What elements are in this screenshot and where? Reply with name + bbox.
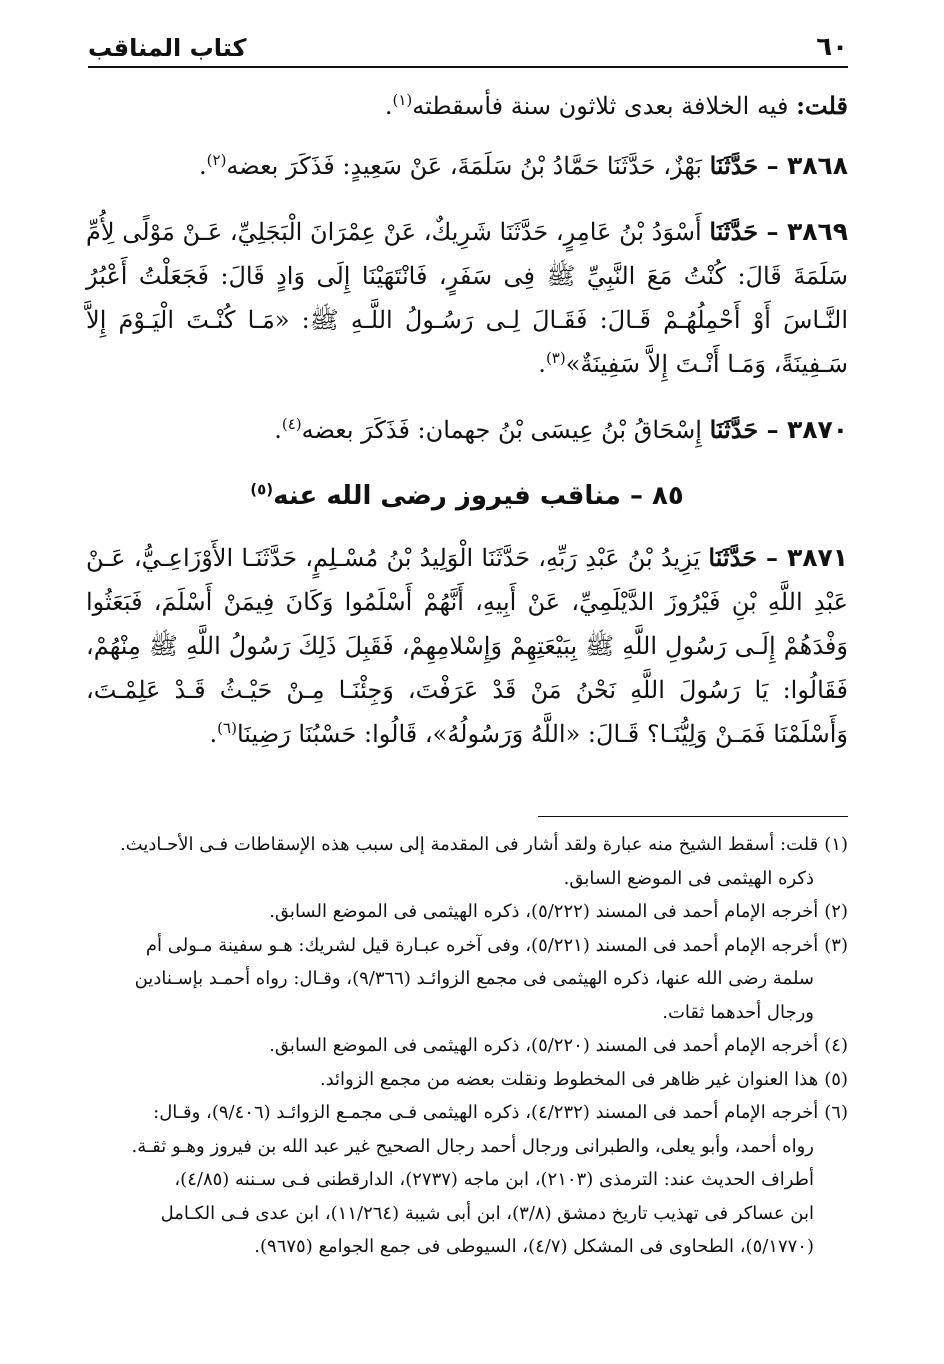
footnote-label: (٣) (824, 934, 848, 956)
footnote-line: أخرجه الإمام أحمد فى المسند (٥/٢٢١)، وفى آخره عبـارة قيل لشريك: هـو سفينة مـولى أم (145, 934, 819, 956)
footnote-ref: (٦) (217, 719, 237, 737)
footnote-line: هذا العنوان غير ظاهر فى المخطوط ونقلت بعضه من مجمع الزوائد. (319, 1068, 819, 1090)
footnote-1-continued (86, 862, 848, 896)
footnote-line: سلمة رضى الله عنها، ذكره الهيثمى فى مجمع الزوائـد (٩/٣٦٦)، وقـال: رواه أحمـد بإسـنادين (134, 968, 814, 989)
footnote-label: (١) (824, 834, 848, 855)
hadith-number: ٣٨٧٠ (786, 415, 848, 444)
footnote-line: أخرجه الإمام أحمد فى المسند (٤/٢٣٢)، ذكره الهيثمى فـى مجمـع الزوائـد (٩/٤٠٦)، وقـال: (153, 1102, 819, 1123)
paragraph-tail: . (199, 152, 207, 180)
hadith-opening: حَدَّثَنَا (709, 217, 759, 246)
footnote-ref: (٥) (250, 480, 274, 499)
book-title: كتاب المناقب (88, 34, 247, 62)
hadith-opening: حَدَّثَنَا (708, 543, 758, 572)
footnote-line: ذكره الهيثمى فى الموضع السابق. (563, 867, 814, 889)
hadith-number: ٣٨٦٩ (786, 217, 848, 246)
hadith-3871 (86, 536, 848, 756)
footnote-separator (538, 816, 848, 817)
hadith-opening: حَدَّثَنَا (709, 151, 759, 180)
footnote-line: قلت: أسقط الشيخ منه عبارة ولقد أشار فى المقدمة إلى سبب هذه الإسقاطات فـى الأحـاديث. (119, 834, 819, 855)
footnote-6-continued (86, 1197, 848, 1231)
hadith-opening: حَدَّثَنَا (709, 415, 759, 444)
paragraph-tail: . (538, 350, 546, 378)
footnote-ref: (١) (392, 91, 413, 109)
footnote-line: ورجال أحدهما ثقات. (662, 1001, 814, 1023)
footnote-6-continued (86, 1230, 848, 1264)
hadith-number: ٣٨٦٨ (786, 151, 848, 180)
footnote-2 (86, 895, 848, 929)
hadith-3868 (86, 144, 848, 188)
footnote-label: (٢) (824, 901, 848, 922)
hadith-number: ٣٨٧١ (786, 543, 848, 572)
section-heading (86, 474, 848, 518)
footnote-line: أخرجه الإمام أحمد فى المسند (٥/٢٢٠)، ذكره الهيثمى فى الموضع السابق. (269, 1035, 819, 1056)
footnote-ref: (٢) (206, 151, 227, 169)
footnote-line: أطراف الحديث عند: الترمذى (٢١٠٣)، ابن ماجه (٢٧٣٧)، الدارقطنى فـى سـننه (٤/٨٥)، (174, 1169, 814, 1190)
footnote-6 (86, 1096, 848, 1130)
hadith-dash: – (758, 151, 787, 180)
footnote-line: رواه أحمد، وأبو يعلى، والطبرانى ورجال أحمد رجال الصحيح غير عبد الله بن فيروز وهـو ثقـة. (131, 1135, 814, 1157)
paragraph-text: فيه الخلافة بعدى ثلاثون سنة فأسقطته (412, 92, 797, 120)
footnote-6-continued (86, 1130, 848, 1164)
paragraph-tail: . (209, 720, 218, 748)
hadith-dash: – (758, 217, 787, 246)
footnote-line: أخرجه الإمام أحمد فى المسند (٥/٢٢٢)، ذكره الهيثمى فى الموضع السابق. (269, 901, 819, 922)
footnote-1 (86, 828, 848, 862)
footnote-3 (86, 929, 848, 963)
hadith-3870 (86, 408, 848, 452)
footnotes (86, 828, 848, 1264)
hadith-text: أَسْوَدُ بْنُ عَامِرٍ، حَدَّثَنَا شَرِيكٌ، عَنْ عِمْرَانَ الْبَجَلِيِّ، عَـنْ مَوْلًى لِأُمِّ سَلَمَةَ قَالَ: كُنْتُ مَعَ النَّبِيِّ ﷺ فِى سَفَرٍ، فَانْتَهَيْنَا إِلَى وَادٍ قَالَ: فَجَعَلْتُ أَعْبُرُ النَّـاسَ أَوْ أَحْمِلُهُـمْ قَـالَ: فَقَـالَ لِـى رَسُـولُ اللَّـهِ ﷺ: «مَـا كُنْـتَ الْيَـوْمَ إِلاَّ سَـفِينَةً، وَمَـا أَنْـتَ إِلاَّ سَفِينَةٌ» (86, 218, 848, 378)
paragraph-note-qultu (86, 84, 848, 128)
footnote-line: ابن عساكر فى تهذيب تاريخ دمشق (٣/٨)، ابن أبى شيبة (١١/٢٦٤)، ابن عدى فـى الكـامل (160, 1202, 814, 1224)
footnote-4 (86, 1029, 848, 1063)
main-text (86, 84, 848, 778)
paragraph-tail: . (274, 416, 282, 444)
footnote-line: (٥/١٧٧٠)، الطحاوى فى المشكل (٤/٧)، السيوطى فى جمع الجوامع (٩٦٧٥). (254, 1236, 814, 1257)
page-header (88, 28, 848, 68)
footnote-label: (٦) (824, 1102, 848, 1123)
footnote-label: (٥) (824, 1068, 848, 1090)
footnote-3-continued (86, 996, 848, 1030)
footnote-5 (86, 1063, 848, 1097)
hadith-3869 (86, 210, 848, 386)
footnote-ref: (٤) (281, 415, 302, 433)
footnote-label: (٤) (824, 1035, 848, 1056)
section-title-text: ٨٥ – مناقب فيروز رضى الله عنه (273, 481, 684, 511)
hadith-dash: – (758, 415, 787, 444)
page-number: ٦٠ (816, 32, 848, 62)
hadith-text: بَهْزٌ، حَدَّثَنَا حَمَّادُ بْنُ سَلَمَةَ، عَنْ سَعِيدٍ: فَذَكَرَ بعضه (226, 152, 710, 180)
paragraph-tail: . (384, 92, 393, 120)
footnote-ref: (٣) (545, 349, 566, 367)
paragraph-lead: قلت: (796, 91, 848, 120)
hadith-text: إِسْحَاقُ بْنُ عِيسَى بْنُ جهمان: فَذَكَرَ بعضه (301, 416, 710, 444)
footnote-6-continued (86, 1163, 848, 1197)
footnote-3-continued (86, 962, 848, 996)
hadith-dash: – (757, 543, 787, 572)
hadith-text: يَزِيدُ بْنُ عَبْدِ رَبِّهِ، حَدَّثَنَا الْوَلِيدُ بْنُ مُسْـلِمٍ، حَدَّثَنَـا الأَوْزَاعِـيُّ، عَـنْ عَبْدِ اللَّهِ بْنِ فَيْرُوزَ الدَّيْلَمِيِّ، عَنْ أَبِيهِ، أَنَّهُمْ أَسْلَمُوا وَكَانَ فِيمَنْ أَسْلَمَ، فَبَعَثُوا وَفْدَهُمْ إِلَـى رَسُولِ اللَّهِ ﷺ بِبَيْعَتِهِمْ وَإِسْلامِهِمْ، فَقَبِلَ ذَلِكَ رَسُولُ اللَّهِ ﷺ مِنْهُمْ، فَقَالُوا: يَا رَسُولَ اللَّهِ نَحْنُ مَنْ قَدْ عَرَفْتَ، وَجِئْنَـا مِـنْ حَيْـثُ قَـدْ عَلِمْـتَ، وَأَسْلَمْنَا فَمَـنْ وَلِيُّنَـا؟ قَـالَ: «اللَّهُ وَرَسُولُهُ»، قَالُوا: حَسْبُنَا رَضِينَا (86, 544, 848, 748)
